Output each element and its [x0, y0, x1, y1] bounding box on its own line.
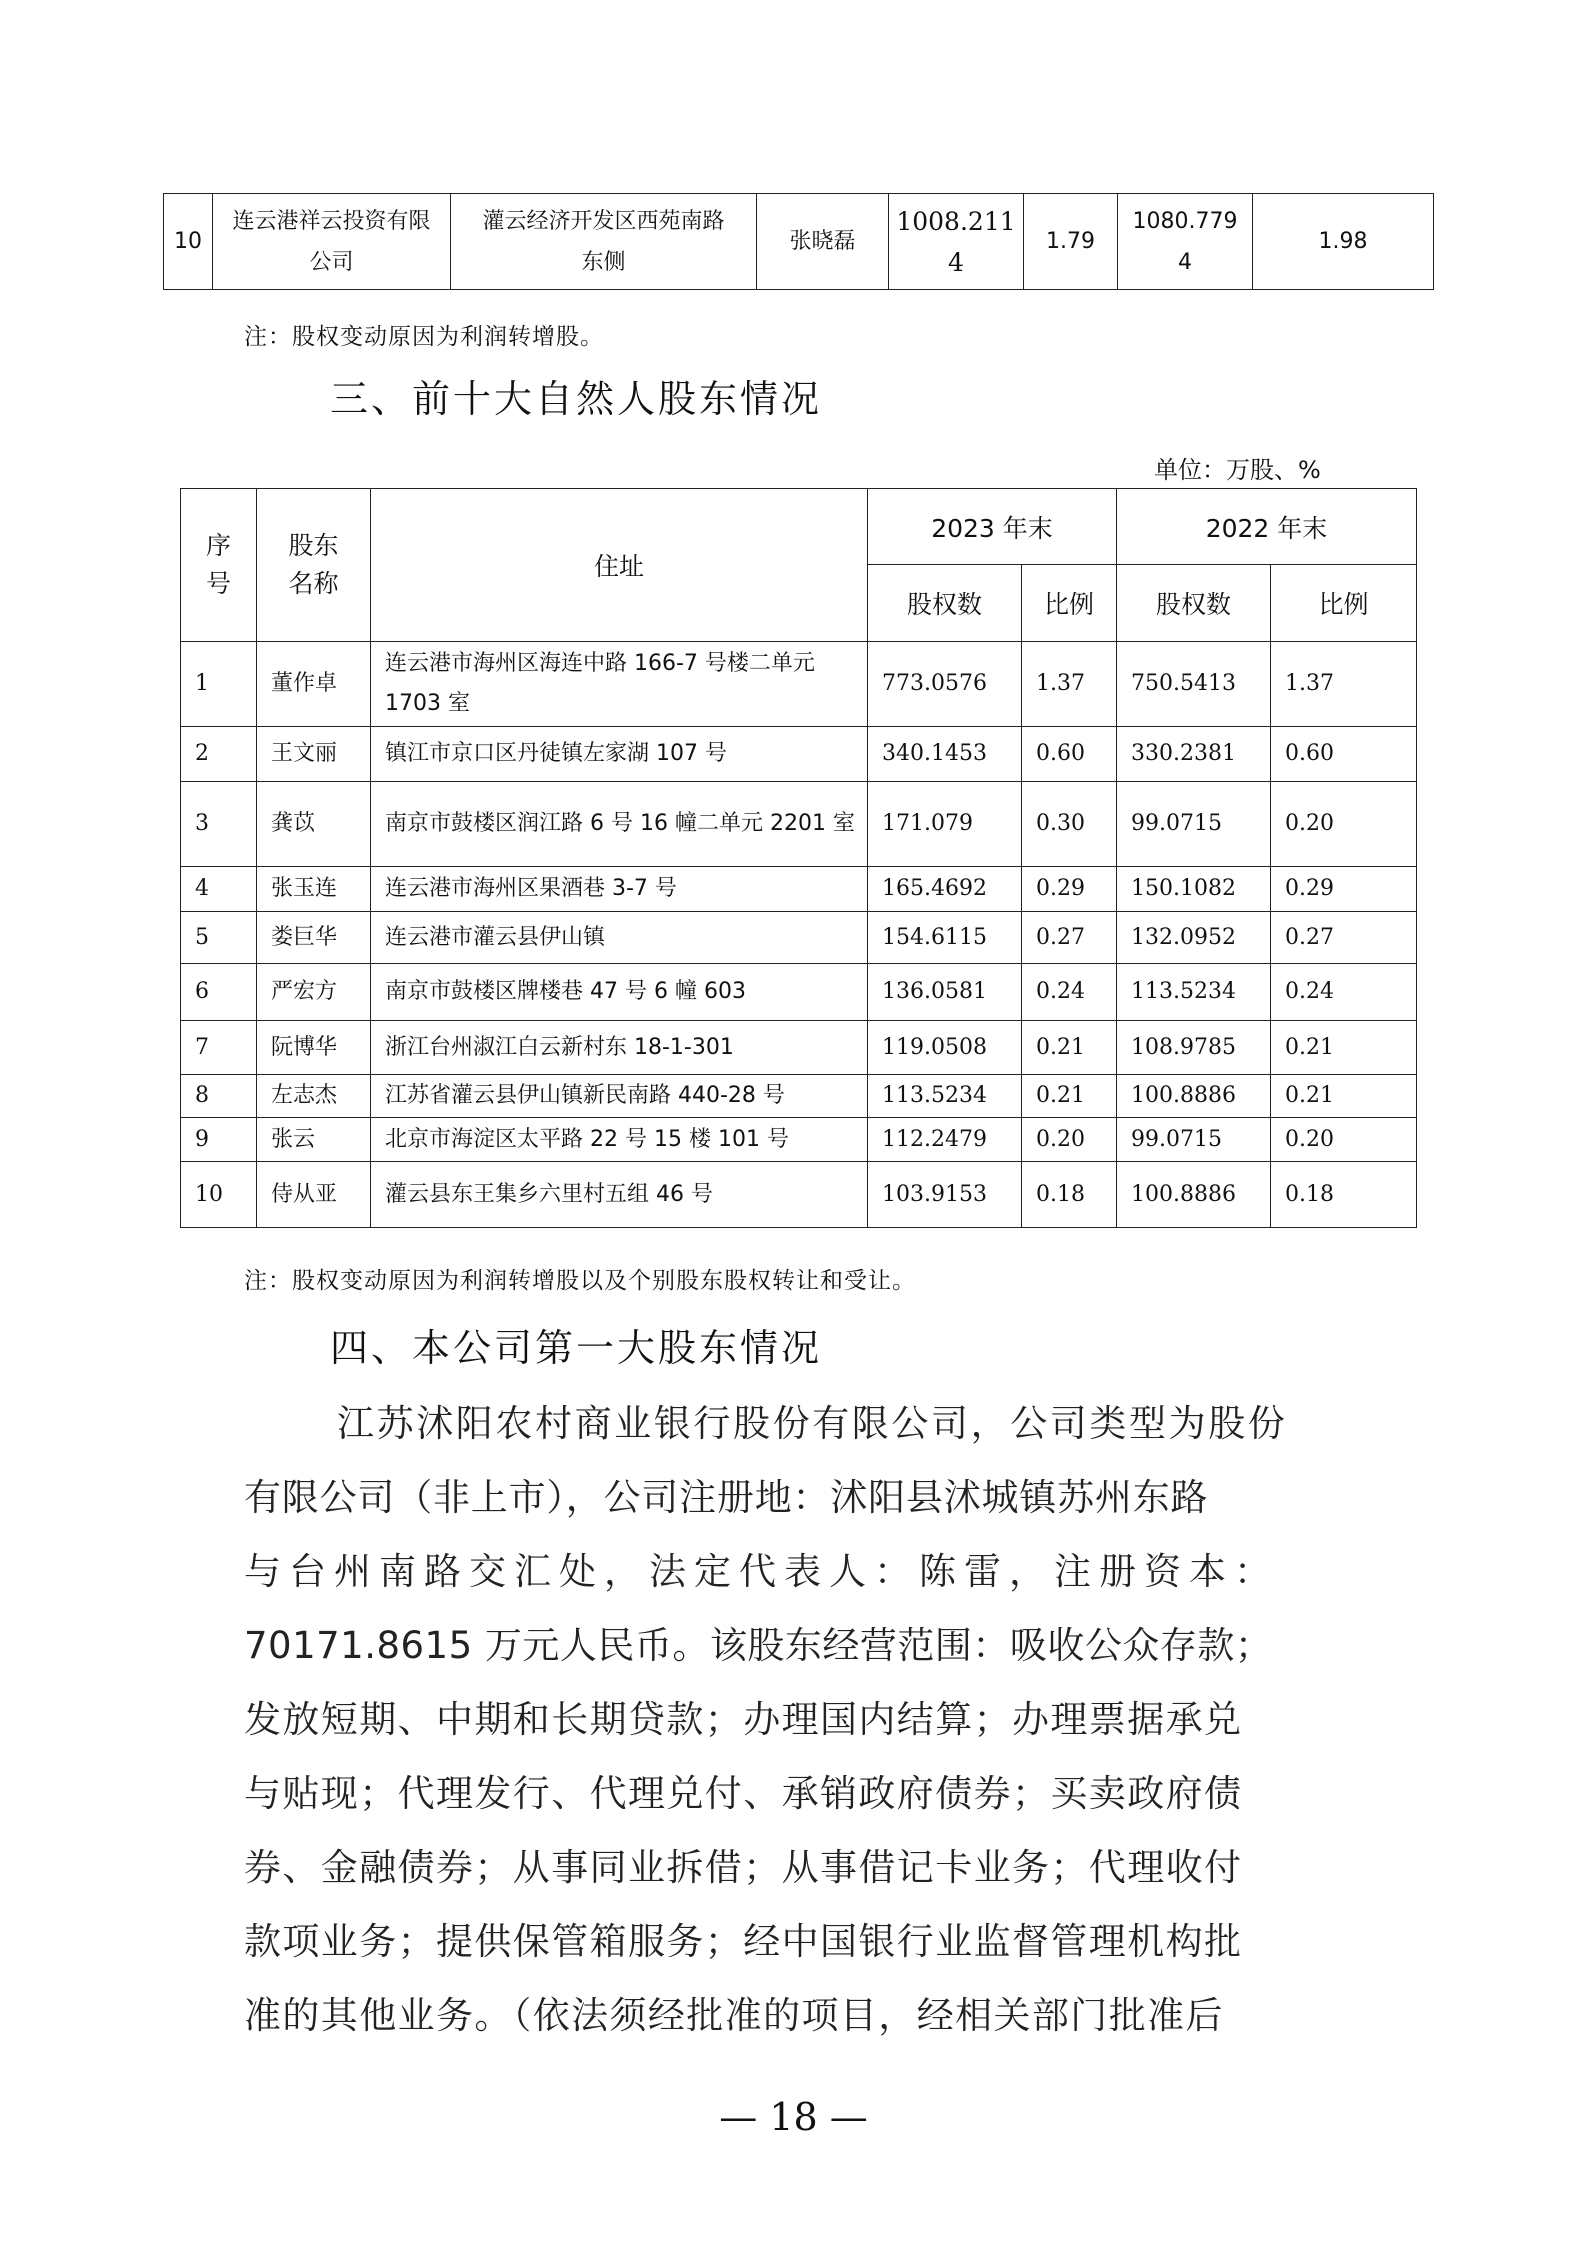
cell-shares-2022: 99.0715	[1117, 1118, 1271, 1162]
cell-ratio-2023: 0.24	[1022, 964, 1117, 1021]
cell-shares-2023: 113.5234	[868, 1075, 1022, 1118]
cell-no: 2	[181, 727, 257, 782]
cell-ratio-2022: 0.18	[1271, 1162, 1417, 1228]
header-no: 序 号	[181, 489, 257, 642]
cell-name: 严宏方	[257, 964, 371, 1021]
cell-ratio-2023: 1.37	[1022, 642, 1117, 727]
header-ratio-2022: 比例	[1271, 565, 1417, 642]
ratio-2022: 1.98	[1253, 194, 1434, 290]
cell-ratio-2022: 0.29	[1271, 867, 1417, 912]
cell-ratio-2022: 0.21	[1271, 1075, 1417, 1118]
table-header-row	[181, 489, 1417, 565]
cell-no: 5	[181, 912, 257, 964]
cell-shares-2022: 99.0715	[1117, 782, 1271, 867]
cell-no: 10	[181, 1162, 257, 1228]
paragraph-line: 有限公司（非上市），公司注册地：沭阳县沭城镇苏州东路	[244, 1476, 1209, 1519]
table-row	[181, 912, 1417, 964]
cell-shares-2023: 119.0508	[868, 1021, 1022, 1075]
note-equity-change: 注：股权变动原因为利润转增股。	[244, 324, 604, 350]
shares-2022: 1080.779 4	[1118, 194, 1253, 290]
cell-shares-2022: 100.8886	[1117, 1162, 1271, 1228]
cell-address: 连云港市海州区果酒巷 3-7 号	[371, 867, 868, 912]
cell-address: 北京市海淀区太平路 22 号 15 楼 101 号	[371, 1118, 868, 1162]
table-row	[181, 1075, 1417, 1118]
cell-no: 7	[181, 1021, 257, 1075]
cell-no: 8	[181, 1075, 257, 1118]
cell-address: 南京市鼓楼区润江路 6 号 16 幢二单元 2201 室	[371, 782, 868, 867]
table-row	[181, 727, 1417, 782]
cell-name: 左志杰	[257, 1075, 371, 1118]
cell-shares-2022: 750.5413	[1117, 642, 1271, 727]
cell-shares-2023: 112.2479	[868, 1118, 1022, 1162]
page-number: — 18 —	[719, 2095, 868, 2139]
legal-representative: 张晓磊	[757, 194, 889, 290]
cell-ratio-2023: 0.27	[1022, 912, 1117, 964]
cell-no: 1	[181, 642, 257, 727]
table-row	[181, 867, 1417, 912]
cell-address: 南京市鼓楼区牌楼巷 47 号 6 幢 603	[371, 964, 868, 1021]
cell-ratio-2023: 0.29	[1022, 867, 1117, 912]
ratio-2023: 1.79	[1024, 194, 1118, 290]
company-name: 连云港祥云投资有限 公司	[213, 194, 451, 290]
cell-no: 3	[181, 782, 257, 867]
cell-ratio-2023: 0.21	[1022, 1075, 1117, 1118]
table-row	[164, 194, 1434, 290]
cell-no: 6	[181, 964, 257, 1021]
table-row	[181, 782, 1417, 867]
paragraph-line: 券、金融债券；从事同业拆借；从事借记卡业务；代理收付	[244, 1846, 1243, 1889]
cell-shares-2023: 103.9153	[868, 1162, 1022, 1228]
header-address: 住址	[371, 489, 868, 642]
header-shares-2023: 股权数	[868, 565, 1022, 642]
cell-name: 张玉连	[257, 867, 371, 912]
cell-ratio-2023: 0.30	[1022, 782, 1117, 867]
cell-ratio-2022: 0.20	[1271, 1118, 1417, 1162]
table-row	[181, 1021, 1417, 1075]
table-row	[181, 1162, 1417, 1228]
header-shares-2022: 股权数	[1117, 565, 1271, 642]
cell-name: 王文丽	[257, 727, 371, 782]
cell-address: 江苏省灌云县伊山镇新民南路 440-28 号	[371, 1075, 868, 1118]
paragraph-line: 70171.8615 万元人民币。该股东经营范围：吸收公众存款；	[244, 1624, 1273, 1667]
shares-2023: 1008.211 4	[889, 194, 1024, 290]
company-address: 灌云经济开发区西苑南路 东侧	[451, 194, 757, 290]
paragraph-line: 江苏沭阳农村商业银行股份有限公司，公司类型为股份	[337, 1402, 1288, 1445]
header-name: 股东 名称	[257, 489, 371, 642]
unit-label: 单位：万股、%	[1154, 456, 1321, 484]
table-row	[181, 1118, 1417, 1162]
cell-name: 龚苡	[257, 782, 371, 867]
cell-shares-2023: 165.4692	[868, 867, 1022, 912]
cell-name: 娄巨华	[257, 912, 371, 964]
cell-ratio-2022: 0.27	[1271, 912, 1417, 964]
paragraph-line: 款项业务；提供保管箱服务；经中国银行业监督管理机构批	[244, 1920, 1243, 1963]
cell-shares-2022: 150.1082	[1117, 867, 1271, 912]
paragraph-line: 发放短期、中期和长期贷款；办理国内结算；办理票据承兑	[244, 1698, 1243, 1741]
cell-ratio-2023: 0.18	[1022, 1162, 1117, 1228]
paragraph-line: 准的其他业务。（依法须经批准的项目，经相关部门批准后	[244, 1994, 1224, 2037]
top-shareholder-table-continuation	[163, 193, 1434, 290]
cell-ratio-2023: 0.21	[1022, 1021, 1117, 1075]
cell-shares-2022: 330.2381	[1117, 727, 1271, 782]
cell-shares-2022: 100.8886	[1117, 1075, 1271, 1118]
cell-shares-2022: 132.0952	[1117, 912, 1271, 964]
cell-ratio-2022: 0.21	[1271, 1021, 1417, 1075]
cell-shares-2023: 154.6115	[868, 912, 1022, 964]
header-2023: 2023 年末	[868, 489, 1117, 565]
cell-address: 灌云县东王集乡六里村五组 46 号	[371, 1162, 868, 1228]
cell-name: 阮博华	[257, 1021, 371, 1075]
cell-address: 镇江市京口区丹徒镇左家湖 107 号	[371, 727, 868, 782]
section-4-heading: 四、本公司第一大股东情况	[330, 1326, 823, 1370]
cell-ratio-2022: 0.60	[1271, 727, 1417, 782]
cell-shares-2022: 108.9785	[1117, 1021, 1271, 1075]
paragraph-line: 与贴现；代理发行、代理兑付、承销政府债券；买卖政府债	[244, 1772, 1243, 1815]
cell-no: 9	[181, 1118, 257, 1162]
cell-ratio-2022: 1.37	[1271, 642, 1417, 727]
cell-shares-2023: 340.1453	[868, 727, 1022, 782]
cell-address: 连云港市灌云县伊山镇	[371, 912, 868, 964]
note-equity-change-transfer: 注：股权变动原因为利润转增股以及个别股东股权转让和受让。	[244, 1268, 916, 1294]
cell-name: 董作卓	[257, 642, 371, 727]
cell-address: 浙江台州淑江白云新村东 18-1-301	[371, 1021, 868, 1075]
cell-no: 4	[181, 867, 257, 912]
cell-shares-2023: 171.079	[868, 782, 1022, 867]
cell-name: 张云	[257, 1118, 371, 1162]
top-ten-individual-shareholders-table	[180, 488, 1417, 1228]
section-3-heading: 三、前十大自然人股东情况	[330, 377, 823, 421]
cell-name: 侍从亚	[257, 1162, 371, 1228]
paragraph-line: 与台州南路交汇处，法定代表人：陈雷，注册资本：	[244, 1550, 1279, 1593]
header-2022: 2022 年末	[1117, 489, 1417, 565]
cell-ratio-2022: 0.20	[1271, 782, 1417, 867]
cell-address: 连云港市海州区海连中路 166-7 号楼二单元 1703 室	[371, 642, 868, 727]
cell-shares-2023: 773.0576	[868, 642, 1022, 727]
cell-shares-2022: 113.5234	[1117, 964, 1271, 1021]
cell-shares-2023: 136.0581	[868, 964, 1022, 1021]
header-ratio-2023: 比例	[1022, 565, 1117, 642]
cell-ratio-2022: 0.24	[1271, 964, 1417, 1021]
row-number: 10	[164, 194, 213, 290]
table-row	[181, 642, 1417, 727]
table-row	[181, 964, 1417, 1021]
cell-ratio-2023: 0.20	[1022, 1118, 1117, 1162]
cell-ratio-2023: 0.60	[1022, 727, 1117, 782]
